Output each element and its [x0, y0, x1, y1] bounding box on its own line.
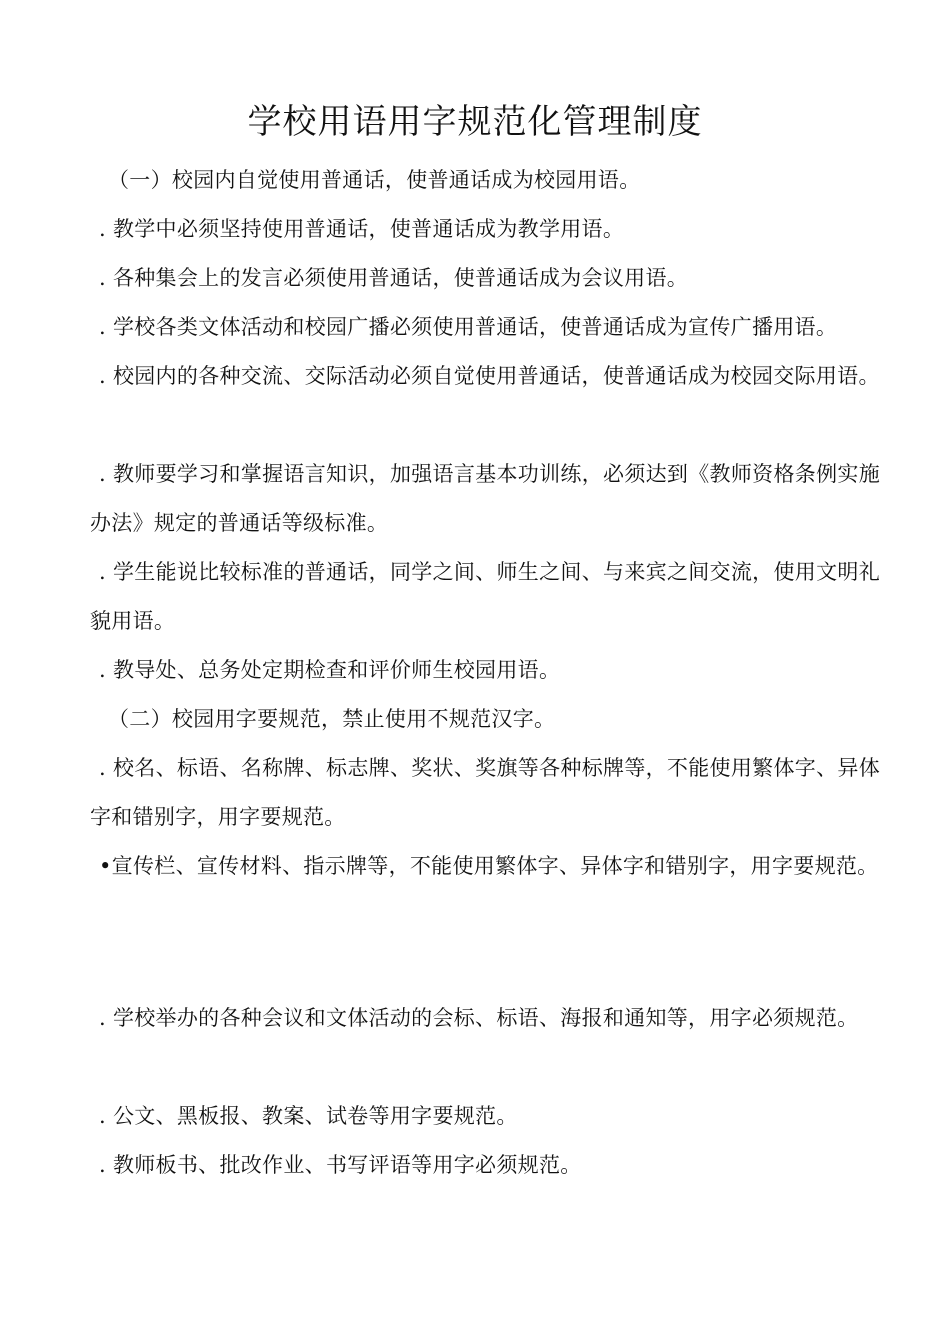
paragraph: . 学校各类文体活动和校园广播必须使用普通话，使普通话成为宣传广播用语。 [99, 315, 838, 339]
paragraph: . 公文、黑板报、教案、试卷等用字要规范。 [99, 1104, 518, 1128]
paragraph: . 各种集会上的发言必须使用普通话，使普通话成为会议用语。 [99, 266, 689, 290]
paragraph: . 校名、标语、名称牌、标志牌、奖状、奖旗等各种标牌等，不能使用繁体字、异体字和错别字，用字要规范。 [90, 756, 880, 829]
section-heading-writing: （二）校园用字要规范，禁止使用不规范汉字。 [108, 707, 556, 731]
paragraph: . 学校举办的各种会议和文体活动的会标、标语、海报和通知等，用字必须规范。 [99, 1006, 859, 1030]
paragraph: . 学生能说比较标准的普通话，同学之间、师生之间、与来宾之间交流，使用文明礼貌用语。 [90, 560, 880, 633]
paragraph: . 校园内的各种交流、交际活动必须自觉使用普通话，使普通话成为校园交际用语。 [99, 364, 880, 388]
paragraph: . 教师板书、批改作业、书写评语等用字必须规范。 [99, 1153, 582, 1177]
section-heading-speech: （一）校园内自觉使用普通话，使普通话成为校园用语。 [108, 168, 641, 192]
paragraph: •宣传栏、宣传材料、指示牌等，不能使用繁体字、异体字和错别字，用字要规范。 [99, 854, 879, 878]
paragraph: . 教学中必须坚持使用普通话，使普通话成为教学用语。 [99, 217, 625, 241]
paragraph: . 教师要学习和掌握语言知识，加强语言基本功训练，必须达到《教师资格条例实施办法》规定的普通话等级标准。 [90, 462, 880, 535]
document-title: 学校用语用字规范化管理制度 [247, 102, 703, 142]
paragraph: . 教导处、总务处定期检查和评价师生校园用语。 [99, 658, 561, 682]
